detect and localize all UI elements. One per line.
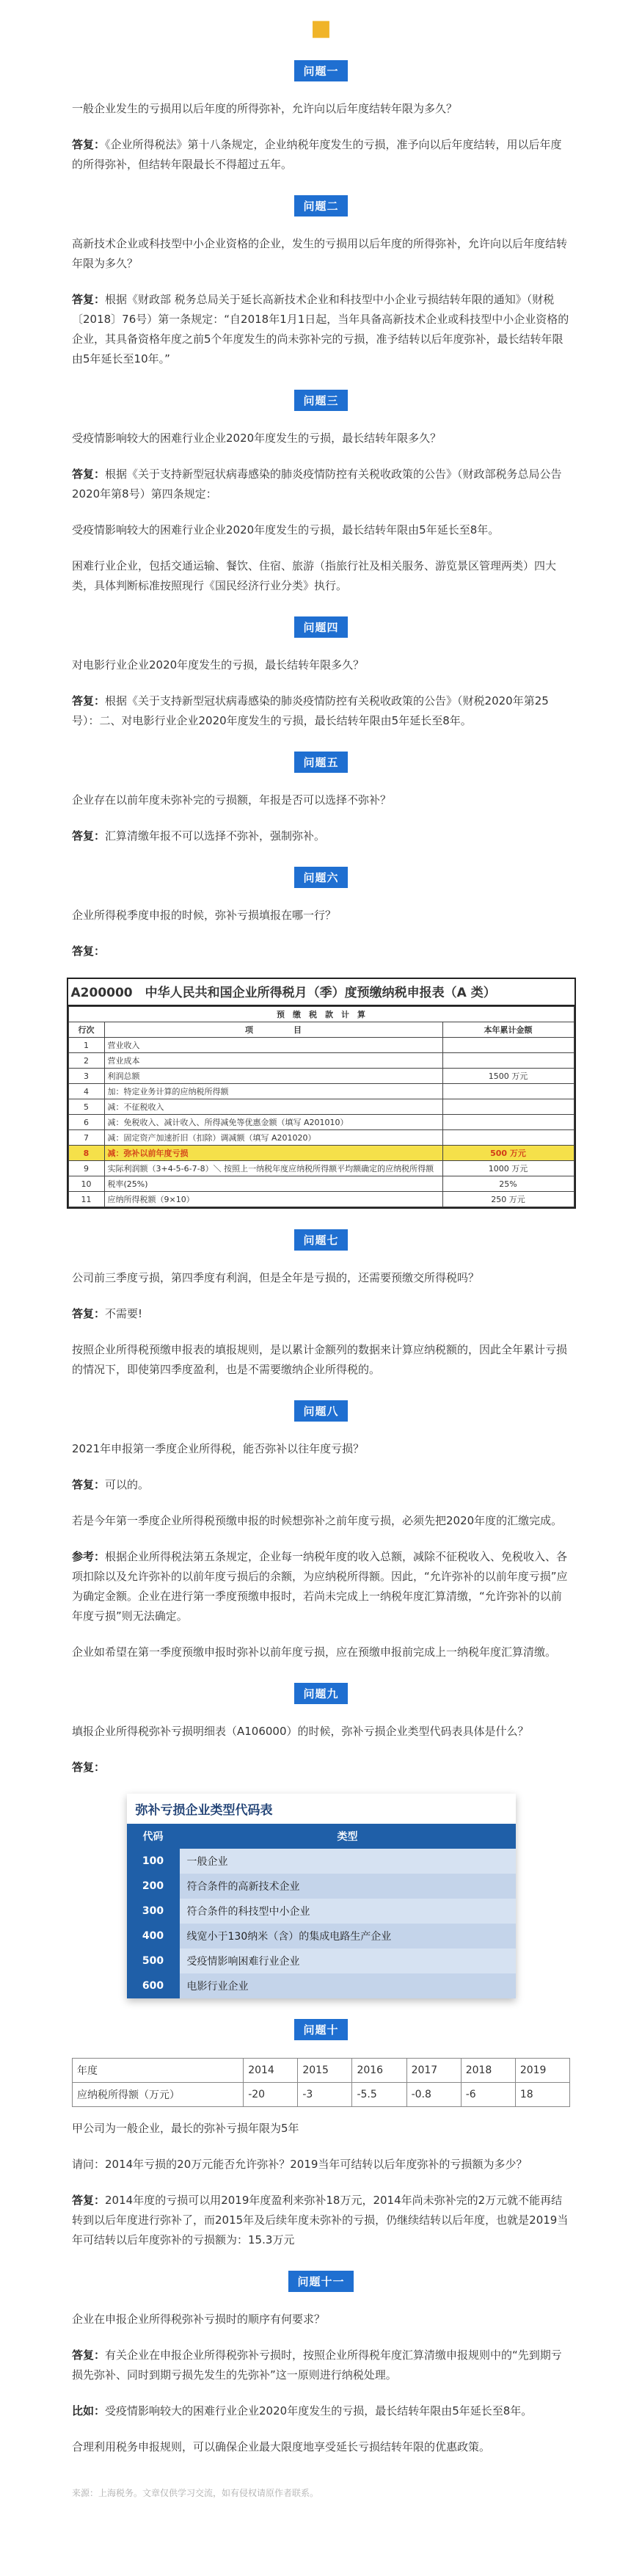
q11-question: 企业在申报企业所得税弥补亏损时的顺序有何要求？ [72,2313,326,2326]
code-value: 500 [127,1949,180,1973]
year-cell: 2014 [244,2059,298,2083]
q8-answer: 答复：可以的。 [72,1478,150,1491]
table-row [68,1192,574,1207]
code-type: 符合条件的科技型中小企业 [180,1899,516,1924]
code-row [127,1924,516,1949]
a200000-title: A200000 中华人民共和国企业所得税月（季）度预缴纳税申报表（A 类） [68,979,574,1006]
row-no: 3 [68,1069,104,1084]
code-row [127,1874,516,1899]
table-row [68,1176,574,1192]
q-badge: 问题六 [294,867,347,888]
codes-h-type: 类型 [180,1824,516,1849]
question-text: 高新技术企业或科技型中小企业资格的企业，发生的亏损用以后年度的所得弥补，允许向以后年度结转年限为多久？ [72,237,568,270]
answer-text: 答复：根据《关于支持新型冠状病毒感染的肺炎疫情防控有关税收政策的公告》（财税2020年第25号）：二、对电影行业企业2020年度发生的亏损，最长结转年限由5年延长至8年。 [72,694,549,727]
question-text: 企业所得税季度申报的时候，弥补亏损填报在哪一行？ [72,909,337,922]
table-row [68,1130,574,1146]
row-no: 5 [68,1099,104,1115]
q7-extra: 按照企业所得税预缴申报表的填报规则，是以累计金额列的数据来计算应纳税额的，因此全年累计亏损的情况下，即使第四季度盈利，也是不需要缴纳企业所得税的。 [72,1343,568,1376]
answer-text: 答复：根据《财政部 税务总局关于延长高新技术企业和科技型中小企业亏损结转年限的通知》（财税〔2018〕76号）第一条规定：“自2018年1月1日起，当年具备高新技术企业或科技型中小企业资格的企业，其具备资格年度之前5个年度发生的尚未弥补完的亏损，准予结转以后年度弥补，最长结转年限由5年延长至10年。” [72,293,569,365]
q-badge: 问题五 [294,752,347,773]
question-text: 企业存在以前年度未弥补完的亏损额，年报是否可以选择不弥补？ [72,793,392,807]
q11-badge: 问题十一 [288,2271,353,2292]
code-row [127,1849,516,1874]
row-no: 7 [68,1130,104,1146]
row-item: 应纳所得税额（9×10） [104,1192,442,1207]
row-amount [442,1115,574,1130]
book-icon: ■ [310,15,332,41]
row-amount [442,1084,574,1099]
q7-answer: 答复：不需要! [72,1307,143,1320]
q10-t2: 请问：2014年亏损的20万元能否允许弥补？2019当年可结转以后年度弥补的亏损额为多少？ [72,2158,528,2171]
a200000-table [67,978,576,1209]
q8-ref: 参考：根据企业所得税法第五条规定，企业每一纳税年度的收入总额，减除不征税收入、免税收入、各项扣除以及允许弥补的以前年度亏损后的余额，为应纳税所得额。因此，“允许弥补的以前年度亏损”应为确定金额。企业在进行第一季度预缴申报时，若尚未完成上一纳税年度汇算清缴，“允许弥补的以前年度亏损”则无法确定。 [72,1550,568,1623]
table-row [68,1115,574,1130]
table-row [68,1099,574,1115]
q10-answer: 答复：2014年度的亏损可以用2019年度盈利来弥补18万元，2014年尚未弥补完的2万元就不能再结转到以后年度进行弥补了，而2015年及后续年度未弥补的亏损，仍继续结转以后年度，也就是2019当年可结转以后年度弥补的亏损额为：15.3万元 [72,2194,569,2246]
q-badge: 问题三 [294,390,347,411]
q8-badge: 问题八 [294,1400,347,1422]
q10-t1: 甲公司为一般企业，最长的弥补亏损年限为5年 [72,2122,299,2135]
row-no: 1 [68,1038,104,1053]
table-row [68,1161,574,1176]
codes-table [127,1794,516,1998]
row-amount: 250 万元 [442,1192,574,1207]
value-cell: 18 [515,2083,569,2107]
answer-text: 答复：《企业所得税法》第十八条规定，企业纳税年度发生的亏损，准予向以后年度结转，用以后年度的所得弥补，但结转年限最长不得超过五年。 [72,138,562,171]
row-label: 应纳税所得额（万元） [73,2083,244,2107]
q-badge: 问题二 [294,195,347,217]
code-type: 一般企业 [180,1849,516,1874]
book-icon-wrap [0,15,642,41]
row-item: 减：固定资产加速折旧（扣除）调减额（填写 A201020） [104,1130,442,1146]
row-amount [442,1053,574,1069]
code-row [127,1973,516,1998]
value-cell: -0.8 [406,2083,461,2107]
row-item: 加：特定业务计算的应纳税所得额 [104,1084,442,1099]
q-badge: 问题四 [294,616,347,638]
row-no: 9 [68,1161,104,1176]
q-badge: 问题一 [294,60,347,81]
row-item: 税率(25%) [104,1176,442,1192]
col-row: 行次 [68,1022,104,1038]
row-amount: 500 万元 [442,1146,574,1161]
year-cell: 2018 [461,2059,515,2083]
answer-text: 答复：根据《关于支持新型冠状病毒感染的肺炎疫情防控有关税收政策的公告》（财政部税务总局公告2020年第8号）第四条规定： [72,467,562,501]
table-row [68,1053,574,1069]
code-row [127,1899,516,1924]
row-amount [442,1099,574,1115]
q7-badge: 问题七 [294,1229,347,1251]
value-cell: -6 [461,2083,515,2107]
code-type: 电影行业企业 [180,1973,516,1998]
year-cell: 2016 [352,2059,406,2083]
q8-question: 2021年申报第一季度企业所得税，能否弥补以往年度亏损？ [72,1442,365,1455]
answer-text: 答复：汇算清缴年报不可以选择不弥补，强制弥补。 [72,829,326,843]
question-text: 受疫情影响较大的困难行业企业2020年度发生的亏损，最长结转年限多久？ [72,432,442,445]
row-no: 6 [68,1115,104,1130]
col-amount: 本年累计金额 [442,1022,574,1038]
q9-answer: 答复： [72,1761,106,1774]
q11-summary: 合理利用税务申报规则，可以确保企业最大限度地享受延长亏损结转年限的优惠政策。 [72,2440,491,2453]
codes-h-code: 代码 [127,1824,180,1849]
code-value: 300 [127,1899,180,1924]
row-no: 8 [68,1146,104,1161]
code-type: 符合条件的高新技术企业 [180,1874,516,1899]
code-type: 线宽小于130纳米（含）的集成电路生产企业 [180,1924,516,1949]
q10-badge: 问题十 [294,2019,347,2040]
year-cell: 2019 [515,2059,569,2083]
code-type: 受疫情影响困难行业企业 [180,1949,516,1973]
code-value: 100 [127,1849,180,1874]
question-text: 一般企业发生的亏损用以后年度的所得弥补，允许向以后年度结转年限为多久？ [72,102,458,115]
answer-extra: 困难行业企业，包括交通运输、餐饮、住宿、旅游（指旅行社及相关服务、游览景区管理两类）四大类，具体判断标准按照现行《国民经济行业分类》执行。 [72,559,557,592]
q11-example: 比如：受疫情影响较大的困难行业企业2020年度发生的亏损，最长结转年限由5年延长至8年。 [72,2404,533,2417]
table-row [68,1146,574,1161]
row-no: 11 [68,1192,104,1207]
q11-answer: 答复：有关企业在申报企业所得税弥补亏损时，按照企业所得税年度汇算清缴申报规则中的“先到期亏损先弥补、同时到期亏损先发生的先弥补”这一原则进行纳税处理。 [72,2348,562,2382]
year-cell: 年度 [73,2059,244,2083]
year-cell: 2017 [406,2059,461,2083]
year-cell: 2015 [298,2059,352,2083]
table-row [68,1084,574,1099]
q9-question: 填报企业所得税弥补亏损明细表（A106000）的时候，弥补亏损企业类型代码表具体是什么？ [72,1725,529,1738]
table-row [68,1038,574,1053]
row-item: 减：不征税收入 [104,1099,442,1115]
code-value: 600 [127,1973,180,1998]
value-cell: -5.5 [352,2083,406,2107]
a200000-section: 预 缴 税 款 计 算 [68,1007,574,1022]
row-item: 利润总额 [104,1069,442,1084]
q8-extra2: 企业如希望在第一季度预缴申报时弥补以前年度亏损，应在预缴申报前完成上一纳税年度汇算清缴。 [72,1645,557,1659]
q9-badge: 问题九 [294,1683,347,1704]
table-row [68,1069,574,1084]
answer-extra: 受疫情影响较大的困难行业企业2020年度发生的亏损，最长结转年限由5年延长至8年。 [72,523,500,536]
row-no: 10 [68,1176,104,1192]
code-value: 400 [127,1924,180,1949]
row-amount: 1500 万元 [442,1069,574,1084]
row-amount: 25% [442,1176,574,1192]
code-row [127,1949,516,1973]
value-cell: -20 [244,2083,298,2107]
row-item: 实际利润额（3+4-5-6-7-8）＼ 按照上一纳税年度应纳税所得额平均额确定的应纳税所得额 [104,1161,442,1176]
row-amount: 1000 万元 [442,1161,574,1176]
row-item: 减：弥补以前年度亏损 [104,1146,442,1161]
row-amount [442,1038,574,1053]
row-amount [442,1130,574,1146]
value-cell: -3 [298,2083,352,2107]
loss-year-table [72,2058,570,2107]
row-no: 2 [68,1053,104,1069]
codes-title: 弥补亏损企业类型代码表 [127,1794,516,1824]
answer-text: 答复： [72,945,106,958]
row-item: 营业成本 [104,1053,442,1069]
col-item: 项 目 [104,1022,442,1038]
code-value: 200 [127,1874,180,1899]
question-text: 对电影行业企业2020年度发生的亏损，最长结转年限多久？ [72,658,365,672]
row-item: 减：免税收入、减计收入、所得减免等优惠金额（填写 A201010） [104,1115,442,1130]
source-footer: 来源：上海税务。文章仅供学习交流，如有侵权请原作者联系。 [72,2488,319,2498]
row-item: 营业收入 [104,1038,442,1053]
row-no: 4 [68,1084,104,1099]
q7-question: 公司前三季度亏损，第四季度有利润，但是全年是亏损的，还需要预缴交所得税吗？ [72,1271,480,1284]
q8-extra1: 若是今年第一季度企业所得税预缴申报的时候想弥补之前年度亏损，必须先把2020年度的汇缴完成。 [72,1514,563,1527]
